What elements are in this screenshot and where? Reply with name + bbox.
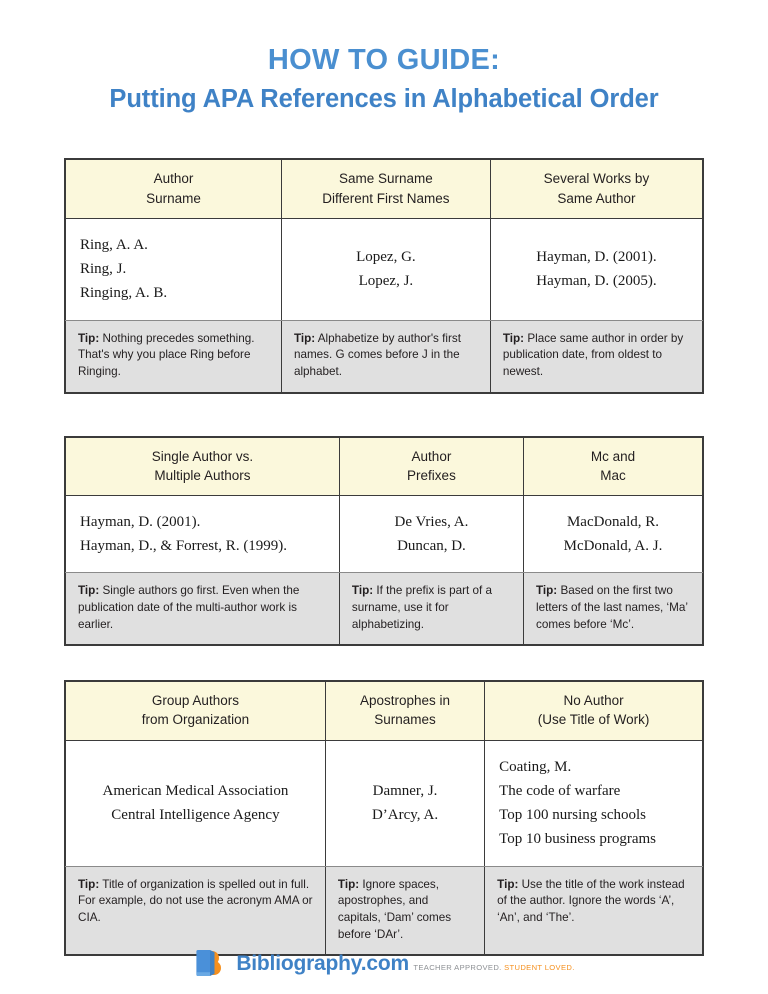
column-header-line-2: (Use Title of Work) [537, 712, 650, 728]
tip-label: Tip: [293, 331, 316, 345]
column-header-line-1: Mc and [590, 448, 636, 464]
reference-entry: Ring, J. [80, 261, 127, 278]
column-header-line-1: Several Works by [543, 171, 650, 187]
example-cell [325, 740, 484, 866]
column-header-line-1: Author [411, 448, 452, 464]
tip-cell [339, 573, 523, 645]
tip-cell [66, 866, 326, 954]
column-header-line-1: Apostrophes in [359, 693, 451, 709]
column-header-line-1: Single Author vs. [151, 448, 254, 464]
reference-entry: The code of warfare [499, 782, 621, 799]
column-header-cell [66, 437, 340, 495]
tip-text: Title of organization is spelled out in full. For example, do not use the acronym AMA or CIA. [78, 877, 313, 924]
reference-entry: Hayman, D., & Forrest, R. (1999). [80, 538, 288, 555]
table-row [66, 218, 703, 320]
brand-name: Bibliography.com [236, 951, 409, 975]
table-section-3 [64, 680, 704, 956]
table-row [66, 740, 703, 866]
example-cell [281, 218, 490, 320]
reference-entry: Lopez, J. [358, 273, 414, 290]
page-title-line-1: HOW TO GUIDE: [267, 44, 501, 76]
column-header-cell [490, 160, 702, 218]
tip-label: Tip: [497, 877, 519, 891]
tip-text: Single authors go first. Even when the publication date of the multi-author work is earlier. [78, 584, 300, 631]
example-cell [485, 740, 703, 866]
column-header-cell [523, 437, 702, 495]
tip-text: Place same author in order by publication date, from oldest to newest. [502, 331, 684, 378]
tip-cell [485, 866, 703, 954]
reference-entry: Lopez, G. [356, 248, 416, 265]
table-row [66, 682, 703, 740]
tip-text: Based on the first two letters of the last names, ‘Ma’ comes before ‘Mc’. [535, 584, 688, 631]
table-row [66, 320, 703, 392]
reference-entry: Damner, J. [372, 782, 438, 799]
reference-table-1 [65, 159, 703, 392]
spacer-table2-table3 [0, 646, 768, 680]
column-header-line-1: Same Surname [339, 171, 433, 187]
column-header-line-1: Group Authors [151, 693, 239, 709]
reference-entry: Duncan, D. [397, 538, 466, 555]
column-header-line-2: Mac [600, 467, 626, 483]
column-header-cell [339, 437, 523, 495]
reference-entry: Top 10 business programs [499, 831, 656, 848]
tip-label: Tip: [337, 877, 360, 891]
tip-cell [66, 320, 282, 392]
page-title-line-2: Putting APA References in Alphabetical Order [109, 85, 659, 114]
reference-entry: Ringing, A. B. [80, 285, 168, 302]
reference-entry: Hayman, D. (2001). [80, 513, 201, 530]
reference-entry: Ring, A. A. [80, 236, 148, 253]
tip-label: Tip: [78, 584, 100, 598]
table-section-2 [64, 436, 704, 647]
tip-text: Alphabetize by author's first names. G comes before J in the alphabet. [293, 331, 461, 378]
reference-entry: Top 100 nursing schools [499, 807, 647, 824]
example-cell [66, 740, 326, 866]
tagline-teacher-approved: TEACHER APPROVED. [413, 962, 502, 972]
reference-entry: Hayman, D. (2005). [536, 273, 657, 290]
reference-entry: Coating, M. [499, 758, 572, 775]
tip-label: Tip: [78, 331, 100, 345]
tip-cell [490, 320, 702, 392]
example-cell [490, 218, 702, 320]
table-row [66, 437, 703, 495]
tip-text: If the prefix is part of a surname, use it for alphabetizing. [351, 584, 493, 631]
reference-entry: Central Intelligence Agency [111, 807, 280, 824]
column-header-line-2: Different First Names [322, 190, 450, 206]
column-header-line-1: Author [153, 171, 194, 187]
reference-entry: D’Arcy, A. [371, 807, 439, 824]
reference-entry: MacDonald, R. [566, 513, 660, 530]
example-cell [66, 218, 282, 320]
table-row [66, 866, 703, 954]
tip-cell [281, 320, 490, 392]
column-header-line-2: Surname [146, 190, 201, 206]
reference-table-3 [65, 681, 703, 955]
tagline-student-loved: STUDENT LOVED. [501, 962, 575, 972]
tip-text: Ignore spaces, apostrophes, and capitals, ‘Dam’ comes before ‘DAr’. [337, 877, 452, 941]
column-header-cell [66, 160, 282, 218]
table-row [66, 160, 703, 218]
reference-entry: American Medical Association [102, 782, 289, 799]
column-header-line-2: Surnames [374, 712, 436, 728]
column-header-line-2: Prefixes [407, 467, 456, 483]
reference-entry: McDonald, A. J. [563, 538, 663, 555]
tip-label: Tip: [535, 584, 558, 598]
tip-text: Use the title of the work instead of the author. Ignore the words ‘A’, ‘An’, and ‘The’. [497, 877, 685, 924]
brand-tagline [413, 963, 574, 972]
column-header-line-1: No Author [563, 693, 624, 709]
tip-label: Tip: [78, 877, 100, 891]
footer-branding [0, 946, 768, 980]
table-row [66, 495, 703, 573]
reference-table-2 [65, 437, 703, 646]
column-header-line-2: Same Author [557, 190, 636, 206]
column-header-line-2: from Organization [141, 712, 250, 728]
spacer-title-table1 [0, 116, 768, 158]
spacer-table1-table2 [0, 394, 768, 436]
column-header-cell [325, 682, 484, 740]
table-section-1 [64, 158, 704, 393]
reference-entry: Hayman, D. (2001). [536, 248, 657, 265]
tip-label: Tip: [502, 331, 525, 345]
brand-text [236, 953, 574, 974]
column-header-cell [485, 682, 703, 740]
tip-cell [523, 573, 702, 645]
tip-label: Tip: [351, 584, 374, 598]
column-header-line-2: Multiple Authors [154, 467, 251, 483]
example-cell [66, 495, 340, 573]
book-logo-icon [193, 946, 227, 980]
tip-cell [66, 573, 340, 645]
table-row [66, 573, 703, 645]
example-cell [523, 495, 702, 573]
page-title [0, 0, 768, 116]
reference-entry: De Vries, A. [394, 513, 469, 530]
tip-text: Nothing precedes something. That's why you place Ring before Ringing. [78, 331, 255, 378]
column-header-cell [66, 682, 326, 740]
column-header-cell [281, 160, 490, 218]
tip-cell [325, 866, 484, 954]
example-cell [339, 495, 523, 573]
